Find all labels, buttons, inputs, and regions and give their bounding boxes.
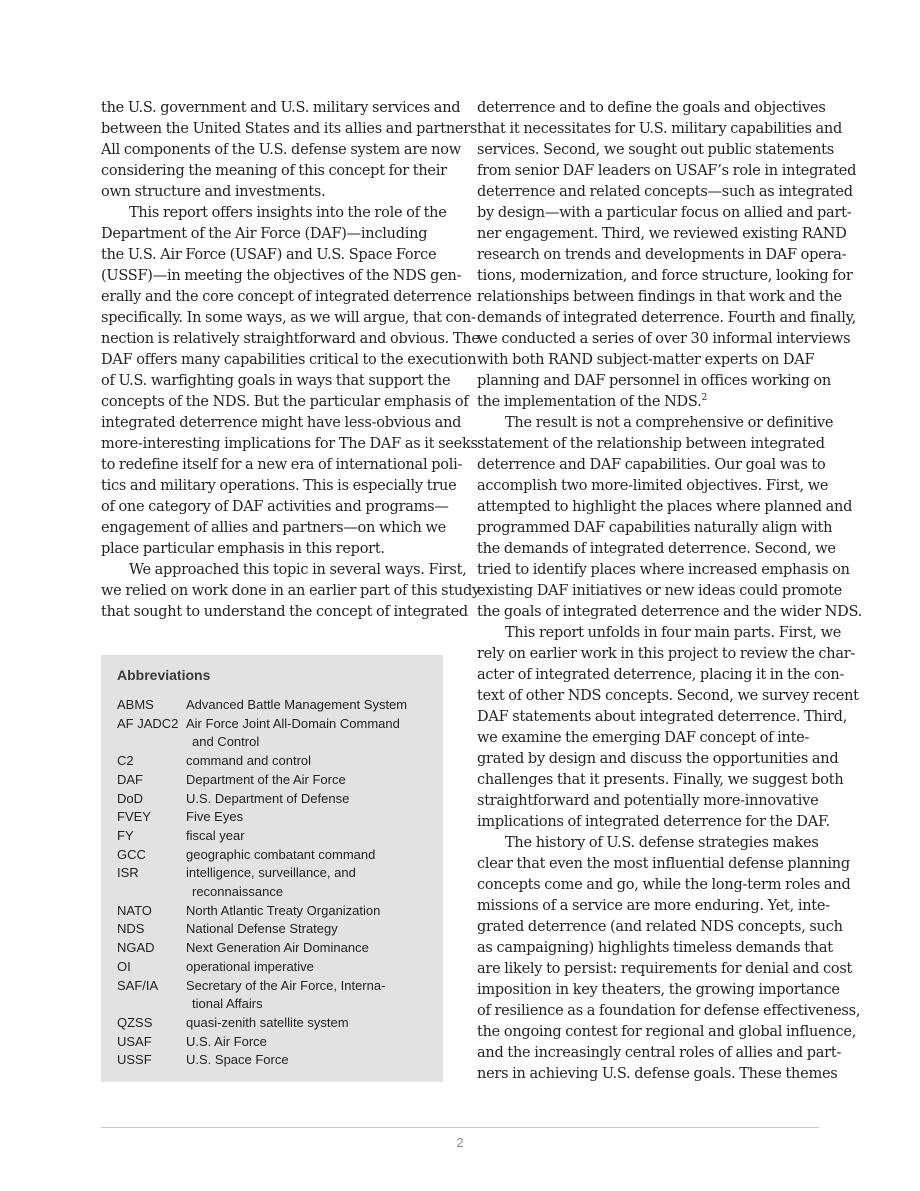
text-line: are likely to persist: requirements for denial and cost xyxy=(477,961,853,977)
abbreviation-definition xyxy=(186,771,437,790)
text-line: acter of integrated deterrence, placing it in the con- xyxy=(477,667,845,683)
abbreviation-definition xyxy=(186,752,437,771)
text-line: programmed DAF capabilities naturally align with xyxy=(477,520,833,536)
definition-line: command and control xyxy=(186,753,312,769)
abbreviation-definition xyxy=(186,790,437,809)
footnote-reference[interactable]: 2 xyxy=(701,393,707,404)
abbreviation-entry xyxy=(117,771,437,790)
body-paragraph xyxy=(477,98,857,413)
text-line: text of other NDS concepts. Second, we survey recent xyxy=(477,688,859,704)
text-line: that sought to understand the concept of integrated xyxy=(101,604,468,620)
text-line: grated deterrence (and related NDS concepts, such xyxy=(477,919,843,935)
text-line: that it necessitates for U.S. military capabilities and xyxy=(477,121,843,137)
text-line: own structure and investments. xyxy=(101,184,326,200)
abbreviation-definition xyxy=(186,958,437,977)
text-line: deterrence and related concepts—such as integrated xyxy=(477,184,853,200)
text-line: from senior DAF leaders on USAF’s role in integrated xyxy=(477,163,857,179)
abbreviation-definition xyxy=(186,1033,437,1052)
text-line: and the increasingly central roles of allies and part- xyxy=(477,1045,842,1061)
abbreviation-definition xyxy=(186,715,437,752)
definition-line: tional Affairs xyxy=(192,996,263,1012)
text-line: of one category of DAF activities and programs— xyxy=(101,499,449,515)
text-line: integrated deterrence might have less-obvious and xyxy=(101,415,462,431)
body-paragraph xyxy=(101,560,480,623)
abbreviation-entry xyxy=(117,808,437,827)
abbreviations-list xyxy=(117,696,437,1070)
text-line: services. Second, we sought out public statements xyxy=(477,142,834,158)
text-line: nection is relatively straightforward and obvious. The xyxy=(101,331,480,347)
text-line: the demands of integrated deterrence. Second, we xyxy=(477,541,836,557)
text-line: place particular emphasis in this report. xyxy=(101,541,385,557)
text-line: (USSF)—in meeting the objectives of the NDS gen- xyxy=(101,268,462,284)
abbreviation-entry xyxy=(117,696,437,715)
abbreviation-term: DoD xyxy=(117,790,144,806)
abbreviation-entry xyxy=(117,920,437,939)
text-line: between the United States and its allies and partners. xyxy=(101,121,482,137)
text-line: the U.S. Air Force (USAF) and U.S. Space Force xyxy=(101,247,437,263)
text-line: tried to identify places where increased emphasis on xyxy=(477,562,850,578)
text-line: accomplish two more-limited objectives. First, we xyxy=(477,478,829,494)
text-line: All components of the U.S. defense system are now xyxy=(101,142,461,158)
text-line: DAF offers many capabilities critical to the execution xyxy=(101,352,477,368)
text-line: existing DAF initiatives or new ideas could promote xyxy=(477,583,843,599)
text-line: of U.S. warfighting goals in ways that support the xyxy=(101,373,451,389)
text-line: challenges that it presents. Finally, we suggest both xyxy=(477,772,844,788)
text-line: erally and the core concept of integrated deterrence xyxy=(101,289,472,305)
abbreviation-entry xyxy=(117,846,437,865)
text-line: This report unfolds in four main parts. First, we xyxy=(505,625,842,641)
abbreviation-definition xyxy=(186,864,437,901)
text-line: The history of U.S. defense strategies makes xyxy=(505,835,819,851)
text-line: more-interesting implications for The DAF as it seeks xyxy=(101,436,478,452)
text-line: deterrence and to define the goals and objectives xyxy=(477,100,826,116)
abbreviation-entry xyxy=(117,977,437,1014)
text-line: we examine the emerging DAF concept of inte- xyxy=(477,730,810,746)
text-line: relationships between findings in that work and the xyxy=(477,289,842,305)
footer-divider xyxy=(101,1127,819,1128)
definition-line: intelligence, surveillance, and xyxy=(186,865,356,881)
abbreviation-term: USSF xyxy=(117,1052,152,1068)
text-line: implications of integrated deterrence for the DAF. xyxy=(477,814,830,830)
abbreviation-entry xyxy=(117,939,437,958)
abbreviation-term: C2 xyxy=(117,753,134,769)
body-paragraph xyxy=(477,413,863,623)
text-line: statement of the relationship between integrated xyxy=(477,436,825,452)
definition-line: operational imperative xyxy=(186,958,314,974)
abbreviation-term: ISR xyxy=(117,865,139,881)
text-line: attempted to highlight the places where planned and xyxy=(477,499,853,515)
abbreviation-definition xyxy=(186,1014,437,1033)
text-line: by design—with a particular focus on allied and part- xyxy=(477,205,852,221)
abbreviation-term: DAF xyxy=(117,771,143,787)
definition-line: Five Eyes xyxy=(186,809,244,825)
abbreviation-entry xyxy=(117,827,437,846)
text-line: of resilience as a foundation for defense effectiveness, xyxy=(477,1003,861,1019)
body-paragraph xyxy=(477,623,859,833)
text-line: the U.S. government and U.S. military services and xyxy=(101,100,461,116)
text-line: grated by design and discuss the opportunities and xyxy=(477,751,839,767)
definition-line: U.S. Space Force xyxy=(186,1052,289,1068)
text-line: tions, modernization, and force structure, looking for xyxy=(477,268,853,284)
right-column-body-text xyxy=(477,98,863,1085)
text-line: specifically. In some ways, as we will argue, that con- xyxy=(101,310,476,326)
text-line: the ongoing contest for regional and global influence, xyxy=(477,1024,857,1040)
abbreviation-term: ABMS xyxy=(117,697,154,712)
text-line: We approached this topic in several ways. First, xyxy=(129,562,467,578)
text-line: engagement of allies and partners—on which we xyxy=(101,520,446,536)
definition-line: U.S. Air Force xyxy=(186,1033,267,1049)
abbreviation-term: AF JADC2 xyxy=(117,715,179,731)
definition-line: National Defense Strategy xyxy=(186,921,338,937)
text-line: DAF statements about integrated deterrence. Third, xyxy=(477,709,848,725)
abbreviations-title: Abbreviations xyxy=(117,667,211,683)
text-line: rely on earlier work in this project to review the char- xyxy=(477,646,856,662)
text-line: as campaigning) highlights timeless demands that xyxy=(477,940,833,956)
abbreviation-definition xyxy=(186,977,437,1014)
text-line: clear that even the most influential defense planning xyxy=(477,856,850,872)
text-line: Department of the Air Force (DAF)—including xyxy=(101,226,428,242)
abbreviation-entry xyxy=(117,1014,437,1033)
text-line: concepts of the NDS. But the particular emphasis of xyxy=(101,394,469,410)
abbreviation-definition xyxy=(186,827,437,846)
abbreviation-definition xyxy=(186,920,437,939)
definition-line: North Atlantic Treaty Organization xyxy=(186,902,381,918)
abbreviation-definition xyxy=(186,808,437,827)
abbreviation-entry xyxy=(117,958,437,977)
abbreviation-definition xyxy=(186,1051,437,1070)
abbreviation-term: QZSS xyxy=(117,1014,153,1030)
text-line: tics and military operations. This is especially true xyxy=(101,478,457,494)
text-line: the goals of integrated deterrence and the wider NDS. xyxy=(477,604,863,620)
text-line: with both RAND subject-matter experts on DAF xyxy=(477,352,815,368)
abbreviation-definition xyxy=(186,902,437,921)
abbreviation-entry xyxy=(117,715,437,752)
abbreviations-sidebar xyxy=(101,655,443,1082)
text-line: imposition in key theaters, the growing importance xyxy=(477,982,840,998)
abbreviation-entry xyxy=(117,1033,437,1052)
abbreviation-definition xyxy=(186,846,437,865)
definition-line: and Control xyxy=(192,734,260,750)
definition-line: Air Force Joint All-Domain Command xyxy=(186,715,400,731)
text-line: missions of a service are more enduring. Yet, inte- xyxy=(477,898,830,914)
definition-line: geographic combatant command xyxy=(186,846,376,862)
abbreviation-term: FY xyxy=(117,827,134,843)
abbreviation-term: FVEY xyxy=(117,809,151,825)
abbreviation-entry xyxy=(117,864,437,901)
text-line: ners in achieving U.S. defense goals. These themes xyxy=(477,1066,838,1082)
abbreviation-definition xyxy=(186,939,437,958)
body-paragraph xyxy=(101,98,482,203)
text-line: deterrence and DAF capabilities. Our goal was to xyxy=(477,457,826,473)
definition-line: U.S. Department of Defense xyxy=(186,790,350,806)
definition-line: quasi-zenith satellite system xyxy=(186,1014,349,1030)
body-paragraph xyxy=(101,203,480,560)
text-line: we conducted a series of over 30 informal interviews xyxy=(477,331,851,347)
definition-line: Department of the Air Force xyxy=(186,771,346,787)
left-column-body-text xyxy=(101,98,482,623)
text-line: the implementation of the NDS.$^2$ xyxy=(477,393,707,410)
text-line: considering the meaning of this concept for their xyxy=(101,163,447,179)
abbreviation-entry xyxy=(117,1051,437,1070)
abbreviation-term: USAF xyxy=(117,1033,152,1049)
abbreviation-term: NGAD xyxy=(117,940,155,956)
text-line: This report offers insights into the role of the xyxy=(129,205,447,221)
abbreviation-term: GCC xyxy=(117,846,146,862)
definition-line: Secretary of the Air Force, Interna- xyxy=(186,977,386,993)
abbreviation-term: SAF/IA xyxy=(117,977,159,993)
definition-line: Next Generation Air Dominance xyxy=(186,940,369,956)
abbreviation-term: NATO xyxy=(117,902,152,918)
text-line: we relied on work done in an earlier part of this study xyxy=(101,583,480,599)
body-paragraph xyxy=(477,833,861,1085)
text-line: demands of integrated deterrence. Fourth and finally, xyxy=(477,310,856,326)
text-line: to redefine itself for a new era of international poli- xyxy=(101,457,463,473)
page-number: 2 xyxy=(456,1135,464,1150)
abbreviation-entry xyxy=(117,790,437,809)
abbreviation-term: NDS xyxy=(117,921,145,937)
text-line: concepts come and go, while the long-term roles and xyxy=(477,877,851,893)
abbreviation-definition xyxy=(186,696,437,715)
definition-line: Advanced Battle Management System xyxy=(186,697,408,712)
definition-line: reconnaissance xyxy=(192,884,284,900)
abbreviation-term: OI xyxy=(117,958,131,974)
abbreviation-entry xyxy=(117,902,437,921)
text-line: straightforward and potentially more-innovative xyxy=(477,793,819,809)
text-line: research on trends and developments in DAF opera- xyxy=(477,247,847,263)
definition-line: fiscal year xyxy=(186,827,245,843)
abbreviation-entry xyxy=(117,752,437,771)
text-line: The result is not a comprehensive or definitive xyxy=(505,415,834,431)
text-line: ner engagement. Third, we reviewed existing RAND xyxy=(477,226,847,242)
text-line: planning and DAF personnel in offices working on xyxy=(477,373,831,389)
